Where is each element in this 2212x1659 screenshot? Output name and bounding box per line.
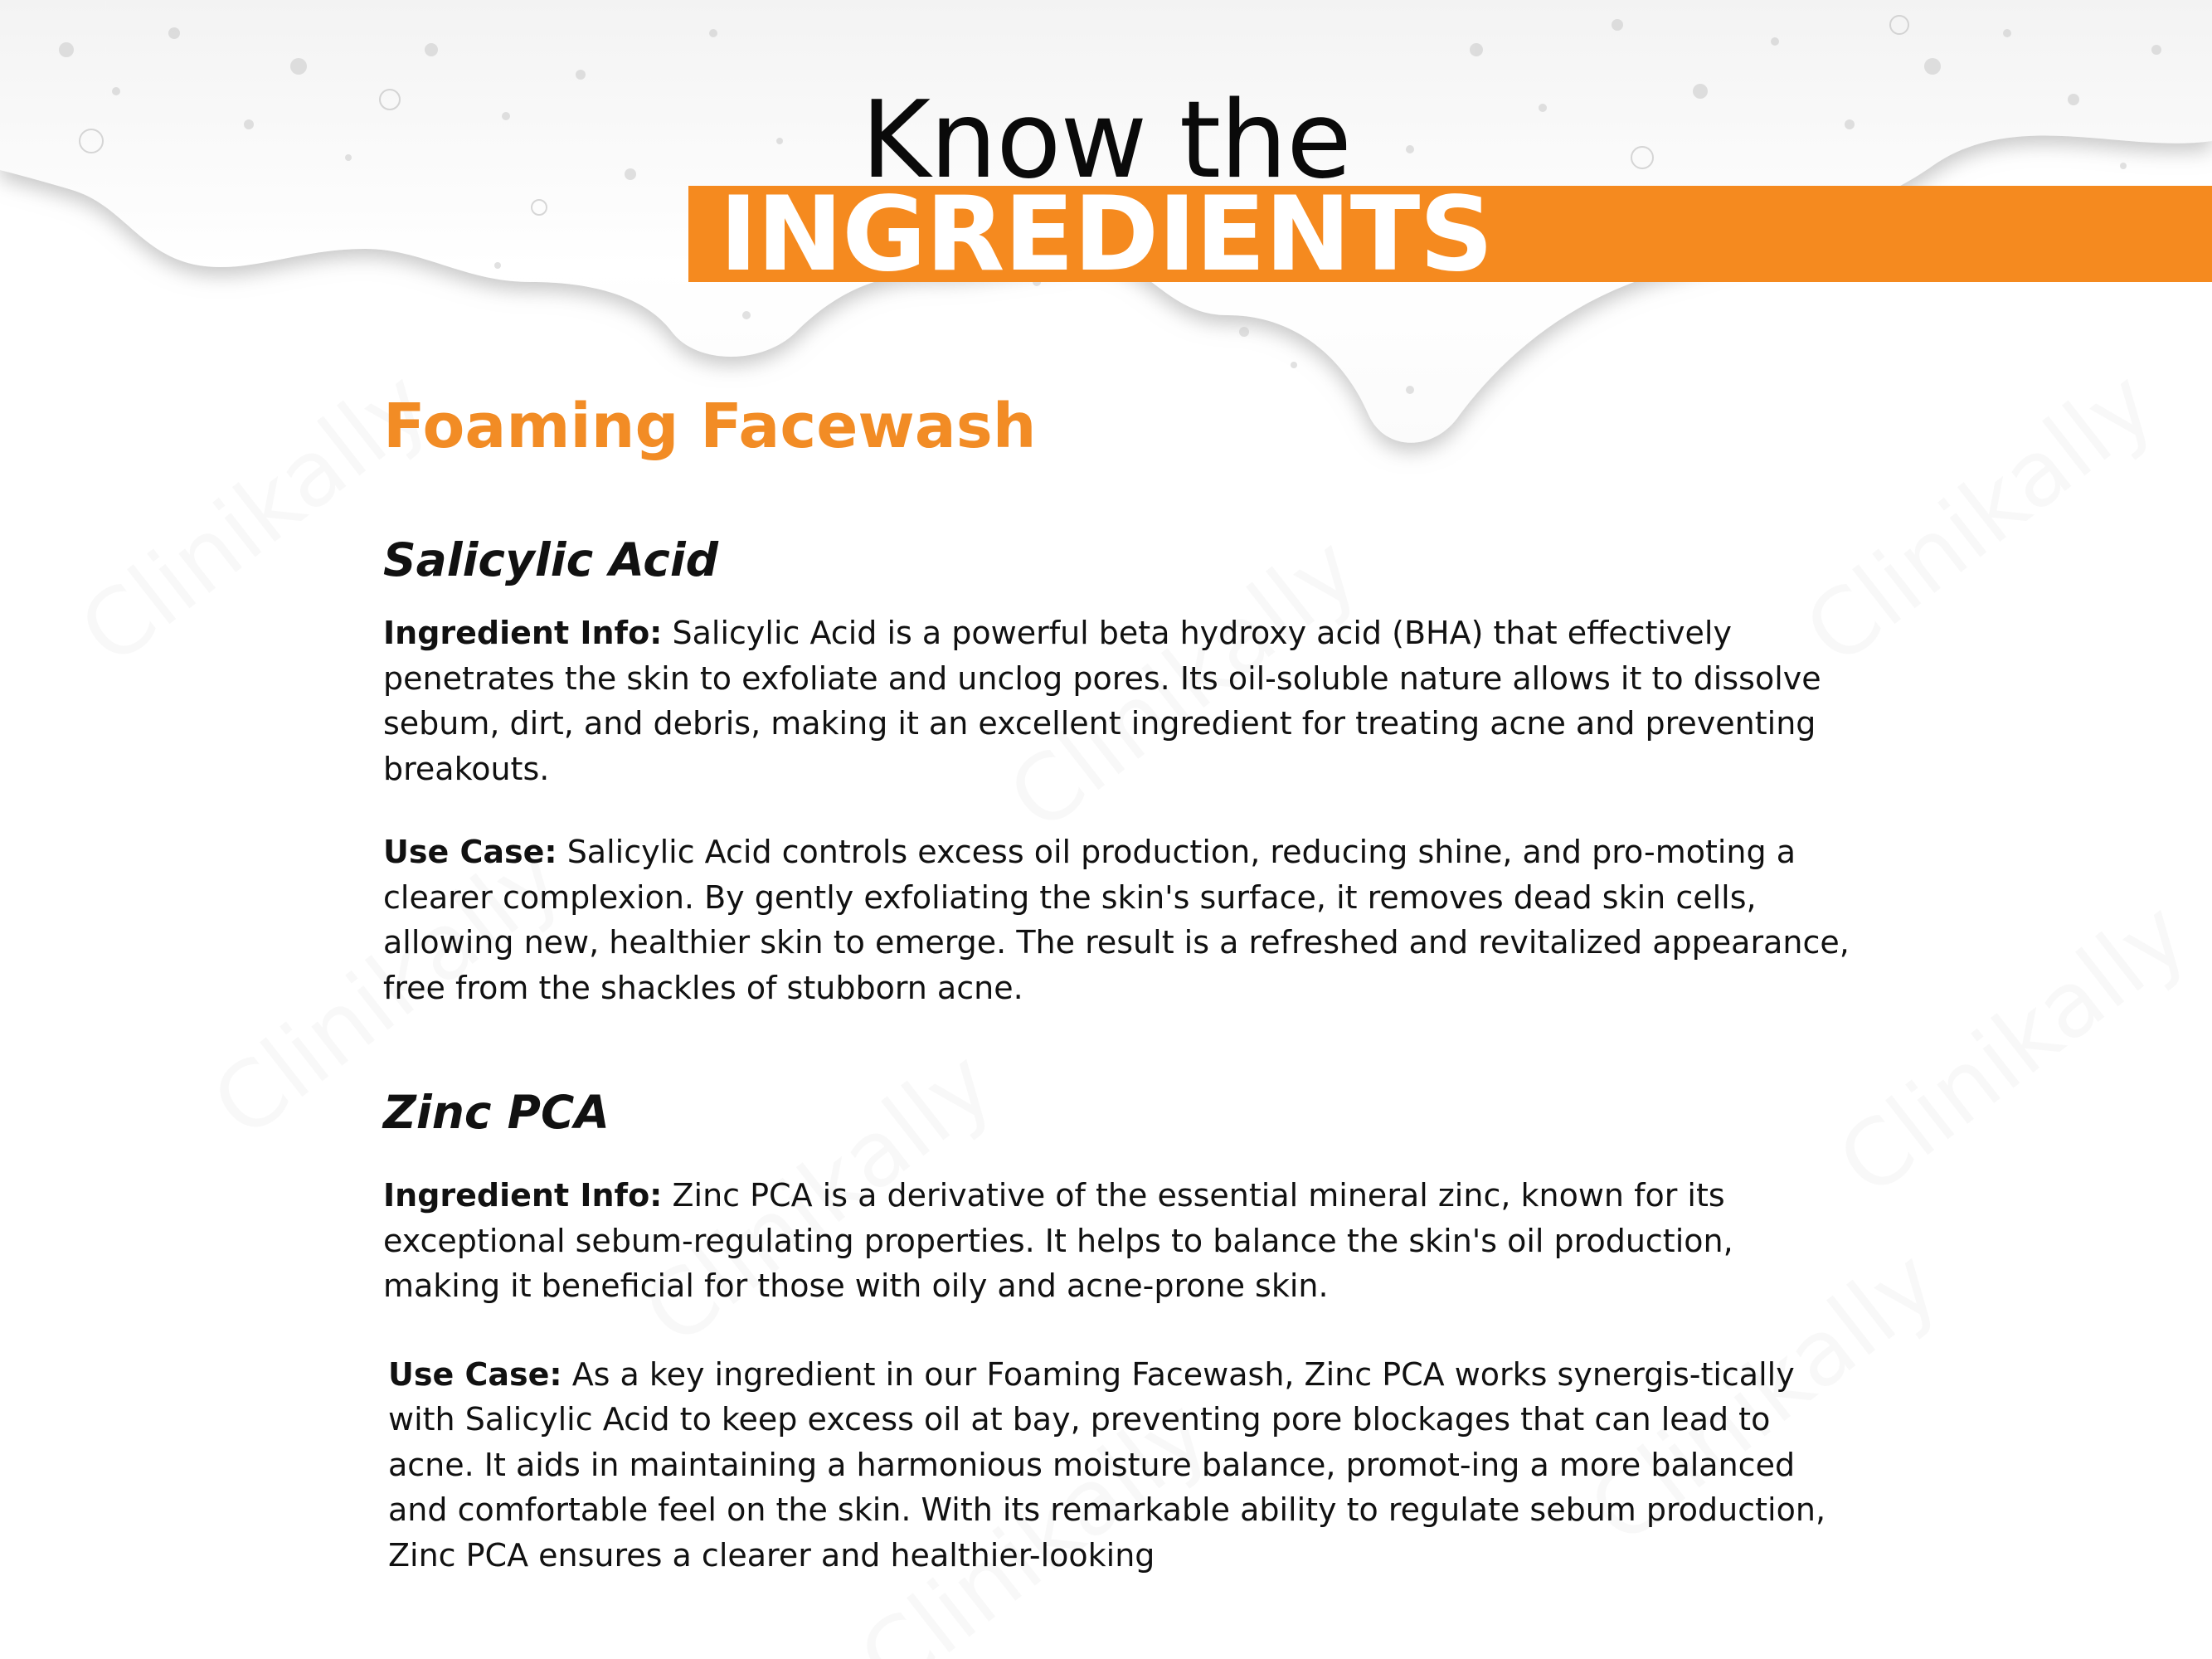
product-title: Foaming Facewash [383, 391, 1037, 462]
ingredient-info-text: Salicylic Acid is a powerful beta hydroxy acid (BHA) that effectively penetrates the skin to exfoliate and unclog pores. Its oil-soluble nature allows it to dissolve sebum, dirt, and debris, making it an excellent ingredient for treating acne and preventing breakouts. [383, 615, 1821, 787]
ingredient-info-label: Ingredient Info: [383, 1177, 663, 1214]
use-case-label: Use Case: [383, 834, 557, 870]
use-case-text: Salicylic Acid controls excess oil production, reducing shine, and pro-moting a clearer complexion. By gently exfoliating the skin's surface, it removes dead skin cells, allowing new, healthier skin to emerge. The result is a refreshed and revitalized appearance, free from the shackles of stubborn acne. [383, 834, 1850, 1006]
content-body [383, 383, 1860, 1578]
ingredient-section [383, 529, 1860, 1010]
header-title-line1: Know the [861, 79, 1351, 202]
watermark-text [1819, 881, 2207, 1217]
header-title-line2: INGREDIENTS [719, 175, 1493, 294]
use-case-text: As a key ingredient in our Foaming Facewash, Zinc PCA works synergis-tically with Salicylic Acid to keep excess oil at bay, preventing pore blockages that can lead to acne. It aids in maintaining a harmonious moisture balance, promot-ing a more balanced and comfortable feel on the skin. With its remarkable ability to regulate sebum production, Zinc PCA ensures a clearer and healthier-looking [388, 1355, 1826, 1574]
ingredient-name: Salicylic Acid [383, 533, 719, 586]
ingredient-info-label: Ingredient Info: [383, 615, 663, 651]
use-case-paragraph [388, 1352, 1860, 1579]
ingredient-info-paragraph [383, 611, 1860, 791]
ingredient-section [383, 1082, 1860, 1578]
ingredient-name: Zinc PCA [383, 1086, 610, 1139]
ingredient-info-paragraph [383, 1173, 1860, 1309]
ingredient-info-text: Zinc PCA is a derivative of the essential mineral zinc, known for its exceptional sebum-regulating properties. It helps to balance the skin's oil production, making it beneficial for those with oily and acne-prone skin. [383, 1177, 1733, 1304]
use-case-paragraph [383, 830, 1860, 1010]
use-case-label: Use Case: [388, 1355, 562, 1393]
